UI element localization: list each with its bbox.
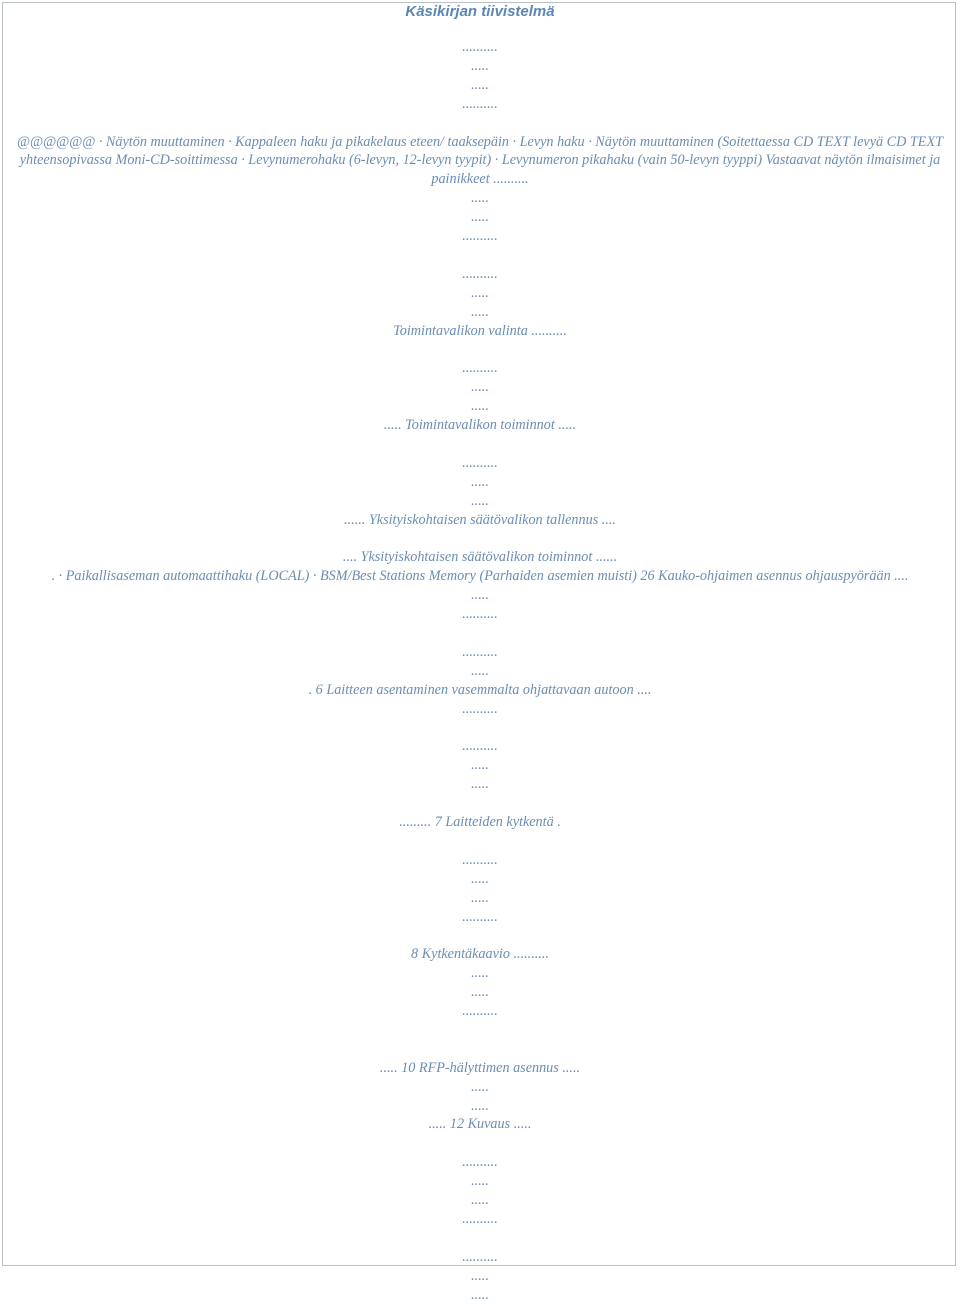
body-line: .... Yksityiskohtaisen säätövalikon toiminnot ...... [342, 549, 618, 566]
body-line: ..... [471, 889, 489, 906]
body-line [0, 114, 960, 133]
body-line: .......... [462, 1154, 498, 1171]
body-line: ..... [471, 190, 489, 207]
body-line: ..... [471, 757, 489, 774]
body-line: .......... [462, 643, 498, 660]
body-line: ..... [471, 398, 489, 415]
body-line: ......... 7 Laitteiden kytkentä . [399, 814, 561, 831]
body-line: . 6 Laitteen asentaminen vasemmalta ohjattavaan autoon .... [308, 681, 652, 698]
document-body [0, 38, 960, 1305]
body-line [0, 1040, 960, 1059]
body-line: ..... 12 Kuvaus ..... [428, 1116, 532, 1133]
body-line: .......... [462, 1003, 498, 1020]
body-line [0, 832, 960, 851]
body-line: .......... [462, 606, 498, 623]
body-line: .......... [462, 851, 498, 868]
body-line [0, 794, 960, 813]
body-line: ..... 10 RFP-hälyttimen asennus ..... [379, 1059, 581, 1076]
body-line: ..... [471, 1286, 489, 1303]
body-line: ..... [471, 57, 489, 74]
body-line: .......... [462, 700, 498, 717]
body-line: .......... [462, 1210, 498, 1227]
body-line: .......... [462, 360, 498, 377]
body-line: .......... [462, 39, 498, 55]
body-line: ..... [471, 1267, 489, 1284]
body-line: ..... [471, 1192, 489, 1209]
body-line [0, 1134, 960, 1153]
body-line: .......... [462, 95, 498, 112]
body-line: ...... Yksityiskohtaisen säätövalikon tallennus .... [344, 511, 616, 528]
body-line: ..... [471, 1097, 489, 1114]
body-line [0, 340, 960, 359]
body-line: .......... [462, 1248, 498, 1265]
body-line: Toimintavalikon valinta .......... [393, 322, 567, 339]
body-line [0, 246, 960, 265]
body-line: ..... [471, 587, 489, 604]
body-line [0, 530, 960, 549]
body-line: 8 Kytkentäkaavio .......... [411, 946, 549, 963]
body-line: ..... [471, 492, 489, 509]
body-line [0, 1229, 960, 1248]
body-line: ..... [471, 284, 489, 301]
body-line: ..... [471, 984, 489, 1001]
body-line [0, 1021, 960, 1040]
body-line: ..... [471, 870, 489, 887]
body-line: .......... [462, 265, 498, 282]
body-line: ..... [471, 1078, 489, 1095]
body-line: ..... [471, 473, 489, 490]
body-paragraph: @@@@@@ · Näytön muuttaminen · Kappaleen haku ja pikakelaus eteen/ taaksepäin · Levyn haku · Näytön muuttaminen (Soitettaessa CD TEXT levyä CD TEXT yhteensopivassa Moni-CD-soittimessa · Levynumerohaku (6-levyn, 12-levyn tyypit) · Levynumeron pikahaku (vain 50-levyn tyyppi) Vastaavat näytön ilmaisimet ja painikkeet .......... [16, 133, 944, 188]
body-line [0, 624, 960, 643]
body-line: ..... [471, 209, 489, 226]
body-line: ..... [471, 379, 489, 396]
body-line [0, 435, 960, 454]
body-line: ..... [471, 76, 489, 93]
body-line: .......... [462, 228, 498, 245]
body-paragraph: . · Paikallisaseman automaattihaku (LOCAL) · BSM/Best Stations Memory (Parhaiden asemien muisti) 26 Kauko-ohjaimen asennus ohjauspyörään .... [51, 568, 909, 585]
body-line [0, 926, 960, 945]
body-line: .......... [462, 738, 498, 755]
body-line: .......... [462, 454, 498, 471]
body-line: ..... [471, 965, 489, 982]
body-line: ..... [471, 662, 489, 679]
body-line: .......... [462, 908, 498, 925]
body-line [0, 719, 960, 738]
body-line: ..... [471, 776, 489, 793]
body-line: ..... [471, 1173, 489, 1190]
document-title: Käsikirjan tiivistelmä [405, 3, 555, 20]
body-line: ..... Toimintavalikon toiminnot ..... [383, 417, 577, 434]
body-line: ..... [471, 303, 489, 320]
